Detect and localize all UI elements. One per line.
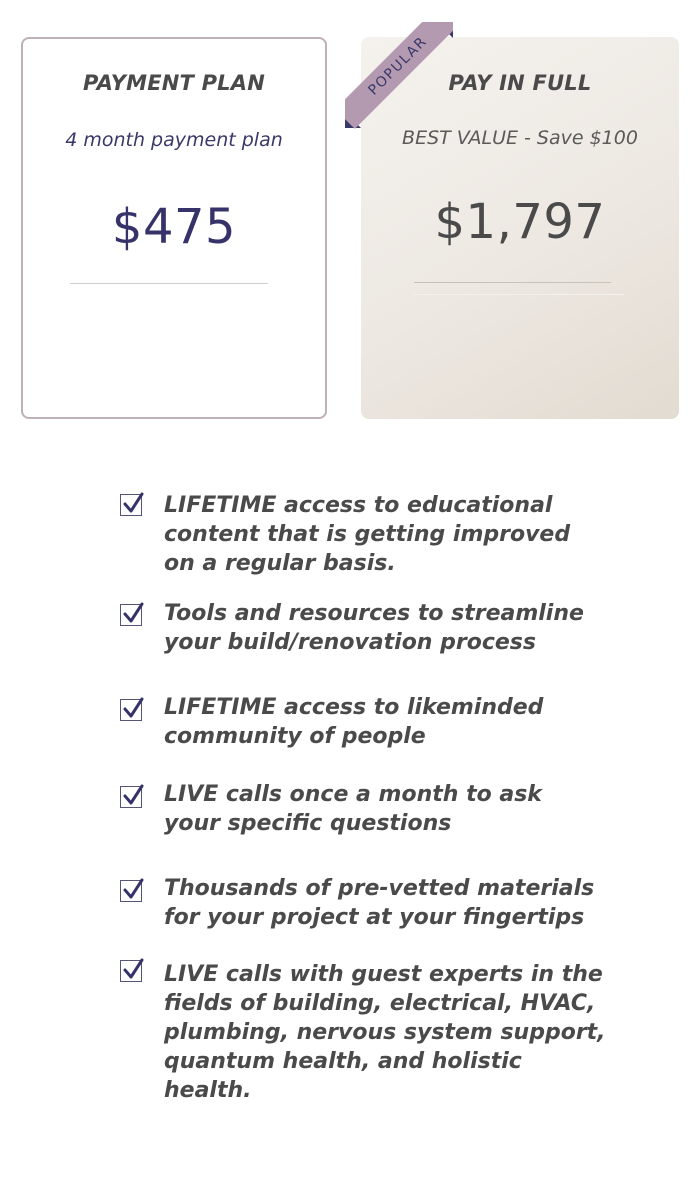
feature-line: fields of building, electrical, HVAC, — [164, 991, 596, 1016]
checkbox-checked-icon — [120, 880, 142, 902]
feature-text — [164, 599, 644, 657]
popular-ribbon — [345, 22, 453, 130]
feature-line: plumbing, nervous system support, — [164, 1020, 606, 1045]
plan-price: $1,797 — [434, 194, 606, 250]
feature-text — [164, 874, 644, 932]
divider — [70, 283, 268, 284]
feature-line: LIVE calls with guest experts in the — [164, 962, 603, 987]
checkbox-checked-icon — [120, 699, 142, 721]
feature-text — [164, 491, 644, 578]
feature-line: your specific questions — [164, 811, 452, 836]
feature-line: LIFETIME access to likeminded — [164, 695, 544, 720]
feature-line: community of people — [164, 724, 426, 749]
plan-subtitle: 4 month payment plan — [65, 129, 283, 151]
checkbox-checked-icon — [120, 604, 142, 626]
payment-plan-card[interactable] — [21, 37, 327, 419]
feature-line: Tools and resources to streamline — [164, 601, 584, 626]
feature-line: LIVE calls once a month to ask — [164, 782, 542, 807]
feature-text — [164, 960, 644, 1105]
checkbox-checked-icon — [120, 494, 142, 516]
divider — [414, 294, 624, 295]
feature-line: health. — [164, 1078, 252, 1103]
feature-line: on a regular basis. — [164, 551, 396, 576]
feature-line: content that is getting improved — [164, 522, 571, 547]
feature-line: quantum health, and holistic — [164, 1049, 522, 1074]
plan-price: $475 — [111, 199, 237, 255]
plan-subtitle: BEST VALUE - Save $100 — [402, 127, 638, 149]
feature-line: LIFETIME access to educational — [164, 493, 553, 518]
popular-badge: POPULAR — [345, 22, 453, 129]
feature-line: Thousands of pre-vetted materials — [164, 876, 595, 901]
plan-title: PAYMENT PLAN — [83, 71, 265, 95]
checkbox-checked-icon — [120, 960, 142, 982]
feature-text — [164, 693, 644, 751]
divider — [414, 282, 611, 283]
checkbox-checked-icon — [120, 786, 142, 808]
feature-line: for your project at your fingertips — [164, 905, 585, 930]
feature-text — [164, 780, 644, 838]
feature-line: your build/renovation process — [164, 630, 536, 655]
plan-title: PAY IN FULL — [448, 71, 592, 95]
